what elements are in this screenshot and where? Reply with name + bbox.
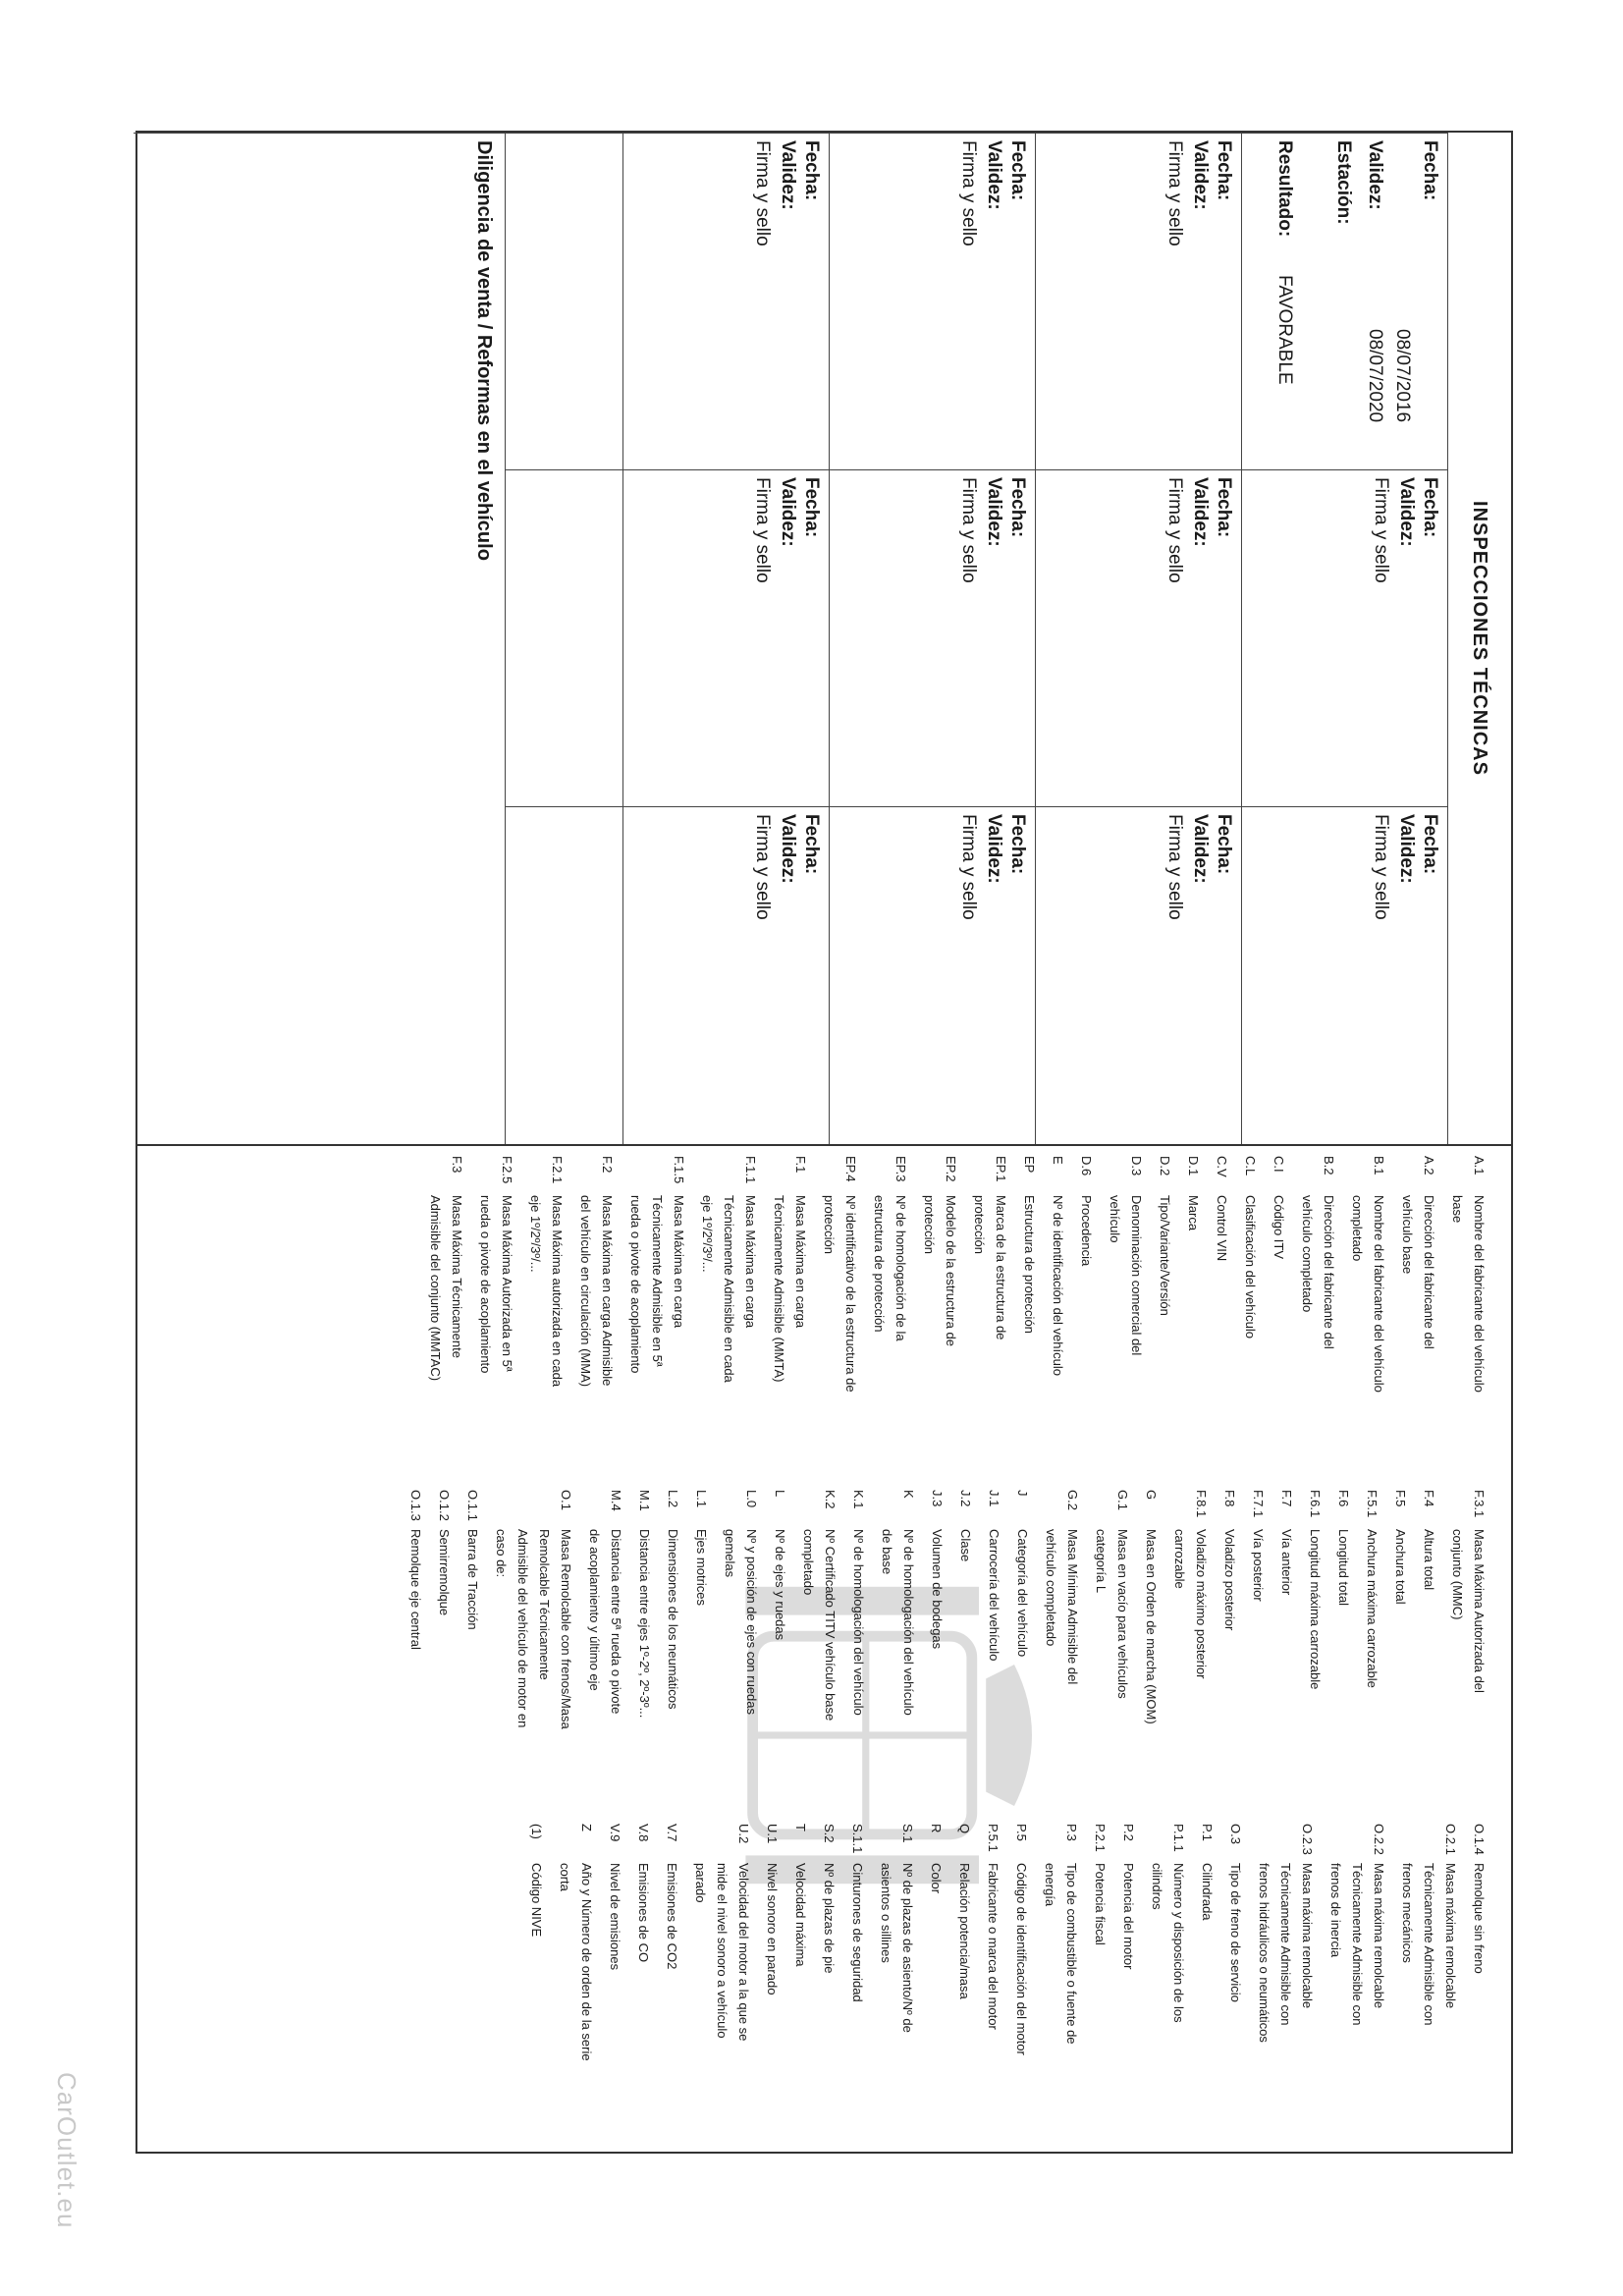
field-code: F.5.1 bbox=[1365, 1490, 1380, 1518]
field-label: Nº y posición de ejes con ruedas gemelas bbox=[723, 1529, 759, 1716]
field-code: R bbox=[929, 1824, 944, 1833]
field-code: V.7 bbox=[665, 1824, 679, 1842]
field-item bbox=[761, 1824, 783, 2063]
field-code: S.1 bbox=[900, 1824, 915, 1843]
field-item bbox=[1396, 1824, 1461, 2063]
field-code: D.3 bbox=[1129, 1156, 1144, 1176]
field-label: Masa Máxima autorizada en cada eje 1º/2º/3º/... bbox=[528, 1195, 565, 1388]
field-code: EP.3 bbox=[893, 1156, 908, 1182]
vehicle-fields-panel bbox=[137, 1146, 1511, 2154]
field-code: L bbox=[773, 1490, 787, 1498]
validez-value: 08/07/2020 bbox=[1365, 329, 1385, 423]
field-label: Longitud total bbox=[1336, 1529, 1351, 1607]
field-code: K.1 bbox=[851, 1490, 866, 1509]
field-label: Código ITV bbox=[1271, 1195, 1286, 1260]
field-code: P.5.1 bbox=[986, 1824, 1001, 1852]
field-code: J.1 bbox=[987, 1490, 1001, 1507]
field-item bbox=[926, 1490, 947, 1729]
field-label: Tipo de combustible o fuente de energía bbox=[1043, 1863, 1079, 2045]
field-item bbox=[1075, 1156, 1097, 1395]
field-label: Masa Máxima en carga Técnicamente Admisible en cada eje 1º/2º/3º/... bbox=[700, 1195, 758, 1383]
field-item bbox=[1140, 1490, 1162, 1729]
field-label: Tipo de freno de servicio bbox=[1228, 1863, 1243, 2002]
fecha-label: Fecha: bbox=[1007, 477, 1028, 538]
field-code: F.1.1 bbox=[743, 1156, 758, 1184]
fecha-label: Fecha: bbox=[1420, 477, 1440, 538]
field-code: L.2 bbox=[666, 1490, 680, 1508]
field-code: O.3 bbox=[1228, 1824, 1243, 1844]
field-label: Categoría del vehículo bbox=[1015, 1529, 1030, 1658]
resultado-label: Resultado: bbox=[1274, 140, 1295, 238]
fields-column-2 bbox=[398, 1490, 1489, 1729]
field-label: Nº de ejes y ruedas bbox=[773, 1529, 787, 1641]
fields-column-3 bbox=[518, 1824, 1489, 2063]
field-label: Masa Mínima Admisible del vehículo completado bbox=[1044, 1529, 1080, 1685]
fecha-label: Fecha: bbox=[1007, 140, 1028, 201]
field-label: Masa en vacío para vehículos categoría L bbox=[1094, 1529, 1130, 1699]
field-item bbox=[1446, 1156, 1489, 1395]
field-code: C.I bbox=[1271, 1156, 1286, 1173]
field-code: P.1.1 bbox=[1171, 1824, 1186, 1852]
fecha-label: Fecha: bbox=[801, 814, 822, 875]
field-code: O.2.3 bbox=[1300, 1824, 1315, 1855]
field-code: C.L bbox=[1243, 1156, 1258, 1176]
field-code: S.2 bbox=[822, 1824, 837, 1843]
field-label: Marca de la estructura de protección bbox=[972, 1195, 1008, 1340]
field-label: Tipo/Variante/Versión bbox=[1158, 1195, 1172, 1316]
field-label: Modelo de la estructura de protección bbox=[922, 1195, 958, 1346]
field-item bbox=[633, 1490, 655, 1729]
field-item bbox=[1418, 1490, 1439, 1729]
field-item bbox=[1361, 1490, 1382, 1729]
field-code: M.4 bbox=[609, 1490, 623, 1511]
field-label: Velocidad máxima bbox=[793, 1863, 808, 1967]
field-code: F.2.5 bbox=[500, 1156, 514, 1184]
field-label: Anchura máxima carrozable bbox=[1365, 1529, 1380, 1688]
field-code: J bbox=[1015, 1490, 1030, 1497]
resultado-value: FAVORABLE bbox=[1274, 275, 1295, 385]
field-item bbox=[474, 1156, 517, 1395]
field-code: E bbox=[1051, 1156, 1065, 1165]
field-item bbox=[1247, 1490, 1269, 1729]
field-item bbox=[624, 1156, 689, 1395]
field-label: Masa máxima remolcable Técnicamente Admisible con frenos hidráulicos o neumáticos bbox=[1257, 1863, 1315, 2043]
field-label: Emisiones de CO2 bbox=[665, 1863, 679, 1970]
field-label: Altura total bbox=[1422, 1529, 1436, 1591]
field-code: EP bbox=[1022, 1156, 1037, 1174]
field-code: O.1.1 bbox=[465, 1490, 480, 1521]
field-label: Nivel sonoro en parado bbox=[765, 1863, 780, 1995]
field-item bbox=[1196, 1824, 1217, 2063]
field-label: Masa en Orden de marcha (MOM) bbox=[1144, 1529, 1159, 1724]
field-code: G.2 bbox=[1065, 1490, 1080, 1510]
field-label: Distancia entre ejes 1º-2º, 2º-3º... bbox=[637, 1529, 652, 1719]
field-item bbox=[1011, 1490, 1033, 1729]
field-label: Masa máxima remolcable Técnicamente Admisible con frenos mecánicos bbox=[1400, 1863, 1458, 2026]
field-label: Masa Remolcable con frenos/Masa Remolcable Técnicamente Admisible del vehículo de motor en caso de: bbox=[494, 1529, 573, 1729]
field-label: Nº de identificación del vehículo bbox=[1051, 1195, 1065, 1376]
field-label: Código NIVE bbox=[529, 1863, 544, 1938]
field-code: U.2 bbox=[736, 1824, 751, 1844]
field-label: Nombre del fabricante del vehículo completado bbox=[1350, 1195, 1386, 1393]
field-item bbox=[461, 1490, 483, 1729]
field-label: Remolque eje central bbox=[408, 1529, 423, 1650]
field-label: Número y disposición de los cilindros bbox=[1150, 1863, 1186, 2023]
field-label: Ejes motrices bbox=[694, 1529, 709, 1607]
field-code: K.2 bbox=[823, 1490, 838, 1509]
field-code: F.3 bbox=[450, 1156, 464, 1174]
field-label: Relación potencia/masa bbox=[957, 1863, 972, 1999]
field-label: Distancia entre 5ª rueda o pivote de acoplamiento y último eje bbox=[587, 1529, 623, 1715]
field-item bbox=[1224, 1824, 1246, 2063]
diligencia-heading: Diligencia de venta / Reformas en el vehículo bbox=[473, 140, 495, 561]
fecha-label: Fecha: bbox=[1214, 814, 1234, 875]
inspecciones-title: INSPECCIONES TÉCNICAS bbox=[1469, 501, 1490, 776]
field-label: Potencia del motor bbox=[1121, 1863, 1136, 1970]
field-label: Nº identificativo de la estructura de protección bbox=[822, 1195, 858, 1393]
field-code: F.2 bbox=[600, 1156, 615, 1174]
field-item bbox=[524, 1156, 568, 1395]
field-item bbox=[433, 1490, 455, 1729]
field-label: Dirección del fabricante del vehículo base bbox=[1400, 1195, 1436, 1349]
field-code: G bbox=[1144, 1490, 1159, 1501]
field-code: F.1.5 bbox=[672, 1156, 686, 1184]
field-code: T bbox=[793, 1824, 808, 1831]
field-item bbox=[1468, 1824, 1489, 2063]
field-code: J.2 bbox=[958, 1490, 973, 1507]
field-code: L.0 bbox=[744, 1490, 759, 1508]
field-item bbox=[554, 1824, 597, 2063]
field-label: Color bbox=[929, 1863, 944, 1894]
firma-label: Firma y sello bbox=[752, 477, 773, 583]
field-label: Clasificación del vehículo bbox=[1243, 1195, 1258, 1339]
field-code: U.1 bbox=[765, 1824, 780, 1844]
field-item bbox=[405, 1490, 426, 1729]
field-label: Masa Máxima en carga Técnicamente Admisible (MMTA) bbox=[772, 1195, 808, 1383]
field-code: O.1.2 bbox=[437, 1490, 452, 1521]
field-code: F.8.1 bbox=[1194, 1490, 1209, 1518]
field-item bbox=[953, 1824, 975, 2063]
field-code: Z bbox=[579, 1824, 594, 1831]
validez-label: Validez: bbox=[1365, 140, 1385, 210]
field-item bbox=[1218, 1490, 1240, 1729]
validez-label: Validez: bbox=[1190, 477, 1211, 547]
field-item bbox=[583, 1490, 626, 1729]
fecha-label: Fecha: bbox=[1420, 140, 1440, 201]
field-label: Marca bbox=[1186, 1195, 1201, 1231]
field-label: Nº de plazas de pie bbox=[822, 1863, 837, 1974]
firma-label: Firma y sello bbox=[752, 814, 773, 920]
field-code: S.1.1 bbox=[850, 1824, 865, 1854]
field-item bbox=[868, 1156, 911, 1395]
field-code: F.6.1 bbox=[1308, 1490, 1323, 1518]
field-item bbox=[689, 1824, 754, 2063]
firma-label: Firma y sello bbox=[958, 140, 979, 246]
field-item bbox=[1090, 1490, 1133, 1729]
field-item bbox=[769, 1490, 790, 1729]
field-code: F.5 bbox=[1393, 1490, 1408, 1507]
field-item bbox=[983, 1490, 1004, 1729]
firma-label: Firma y sello bbox=[1164, 140, 1185, 246]
field-item bbox=[797, 1490, 840, 1729]
field-item bbox=[662, 1490, 683, 1729]
field-code: D.2 bbox=[1158, 1156, 1172, 1176]
field-code: P.5 bbox=[1014, 1824, 1029, 1841]
field-code: A.2 bbox=[1422, 1156, 1436, 1175]
field-item bbox=[954, 1490, 976, 1729]
field-label: Nombre del fabricante del vehículo base bbox=[1450, 1195, 1487, 1393]
fecha-label: Fecha: bbox=[1214, 477, 1234, 538]
field-item bbox=[968, 1156, 1011, 1395]
field-label: Denominación comercial del vehículo bbox=[1108, 1195, 1144, 1356]
field-code: P.1 bbox=[1200, 1824, 1215, 1841]
firma-label: Firma y sello bbox=[1371, 814, 1391, 920]
validez-label: Validez: bbox=[778, 814, 798, 884]
field-item bbox=[847, 1490, 869, 1729]
field-label: Año y Número de orden de la serie corta bbox=[558, 1863, 594, 2061]
field-code: K bbox=[901, 1490, 916, 1499]
field-item bbox=[789, 1824, 811, 2063]
field-code: P.2.1 bbox=[1093, 1824, 1108, 1852]
field-label: Masa Máxima Autorizada en 5ª rueda o pivote de acoplamiento bbox=[478, 1195, 514, 1374]
field-item bbox=[1325, 1824, 1389, 2063]
field-code: Q bbox=[957, 1824, 972, 1834]
field-item bbox=[1253, 1824, 1318, 2063]
field-item bbox=[1039, 1824, 1082, 2063]
field-label: Vía posterior bbox=[1251, 1529, 1266, 1602]
firma-label: Firma y sello bbox=[1164, 477, 1185, 583]
firma-label: Firma y sello bbox=[1371, 477, 1391, 583]
field-item bbox=[1296, 1156, 1339, 1395]
field-code: G.1 bbox=[1115, 1490, 1130, 1510]
fields-column-1 bbox=[417, 1156, 1489, 1395]
field-item bbox=[1268, 1156, 1289, 1395]
field-label: Voladizo máximo posterior carrozable bbox=[1172, 1529, 1209, 1679]
field-label: Vía anterior bbox=[1279, 1529, 1294, 1596]
field-code: F.4 bbox=[1422, 1490, 1436, 1507]
field-code: F.6 bbox=[1336, 1490, 1351, 1507]
field-item bbox=[661, 1824, 682, 2063]
field-code: EP.1 bbox=[994, 1156, 1008, 1182]
field-code: B.1 bbox=[1372, 1156, 1386, 1175]
field-code: A.1 bbox=[1472, 1156, 1487, 1175]
fecha-label: Fecha: bbox=[801, 140, 822, 201]
field-code: EP.2 bbox=[944, 1156, 958, 1182]
field-item bbox=[818, 1824, 839, 2063]
field-item bbox=[1010, 1824, 1032, 2063]
field-label: Código de identificación del motor bbox=[1014, 1863, 1029, 2055]
field-item bbox=[768, 1156, 811, 1395]
field-code: P.2 bbox=[1121, 1824, 1136, 1841]
field-item bbox=[1089, 1824, 1110, 2063]
field-label: Velocidad del motor a la que se mide el nivel sonoro a vehículo parado bbox=[693, 1863, 751, 2042]
field-code: F.8 bbox=[1222, 1490, 1237, 1507]
firma-label: Firma y sello bbox=[958, 814, 979, 920]
field-label: Nº Certificado TITV vehículo base completado bbox=[801, 1529, 838, 1722]
field-item bbox=[876, 1490, 919, 1729]
field-item bbox=[1154, 1156, 1175, 1395]
field-item bbox=[918, 1156, 961, 1395]
field-code: O.2.2 bbox=[1372, 1824, 1386, 1855]
field-label: Dirección del fabricante del vehículo completado bbox=[1300, 1195, 1336, 1349]
field-item bbox=[925, 1824, 947, 2063]
field-item bbox=[525, 1824, 547, 2063]
caroutlet-watermark: CarOutlet.eu bbox=[52, 2072, 81, 2229]
field-code: (1) bbox=[529, 1824, 544, 1839]
field-item bbox=[1239, 1156, 1261, 1395]
field-item bbox=[1146, 1824, 1189, 2063]
field-item bbox=[1389, 1490, 1411, 1729]
field-item bbox=[1332, 1490, 1354, 1729]
field-code: P.3 bbox=[1064, 1824, 1079, 1841]
field-label: Clase bbox=[958, 1529, 973, 1562]
field-item bbox=[875, 1824, 918, 2063]
field-code: O.1 bbox=[559, 1490, 573, 1510]
fecha-value: 08/07/2016 bbox=[1392, 329, 1413, 423]
field-item bbox=[846, 1824, 868, 2063]
field-label: Fabricante o marca del motor bbox=[986, 1863, 1001, 2030]
field-code: O.1.4 bbox=[1472, 1824, 1487, 1855]
field-item bbox=[690, 1490, 712, 1729]
field-label: Semirremolque bbox=[437, 1529, 452, 1616]
field-item bbox=[1018, 1156, 1040, 1395]
field-item bbox=[1040, 1490, 1083, 1729]
field-item bbox=[1275, 1490, 1297, 1729]
field-label: Procedencia bbox=[1079, 1195, 1094, 1267]
firma-label: Firma y sello bbox=[958, 477, 979, 583]
field-label: Control VIN bbox=[1215, 1195, 1229, 1262]
field-code: D.1 bbox=[1186, 1156, 1201, 1176]
field-label: Potencia fiscal bbox=[1093, 1863, 1108, 1945]
field-item bbox=[490, 1490, 576, 1729]
field-label: Nº de homologación de la estructura de protección bbox=[872, 1195, 908, 1341]
field-label: Volumen de bodegas bbox=[930, 1529, 945, 1650]
field-code: V.9 bbox=[608, 1824, 622, 1842]
field-code: M.1 bbox=[637, 1490, 652, 1511]
field-label: Carrocería del vehículo bbox=[987, 1529, 1001, 1662]
field-item bbox=[632, 1824, 654, 2063]
field-label: Barra de Tracción bbox=[465, 1529, 480, 1630]
field-code: J.3 bbox=[930, 1490, 945, 1507]
field-label: Masa Máxima en carga Técnicamente Admisible en 5ª rueda o pivote de acoplamiento bbox=[628, 1195, 686, 1374]
field-label: Nivel de emisiones bbox=[608, 1863, 622, 1971]
field-label: Cilindrada bbox=[1200, 1863, 1215, 1921]
field-code: C.V bbox=[1215, 1156, 1229, 1177]
field-code: F.3.1 bbox=[1472, 1490, 1487, 1518]
field-item bbox=[1304, 1490, 1325, 1729]
field-item bbox=[1168, 1490, 1212, 1729]
field-item bbox=[1047, 1156, 1068, 1395]
validez-label: Validez: bbox=[984, 477, 1004, 547]
field-label: Nº de plazas de asiento/Nº de asientos o sillines bbox=[879, 1863, 915, 2033]
field-label: Nº de homologación del vehículo bbox=[851, 1529, 866, 1716]
field-label: Masa Máxima en carga Admisible del vehículo en circulación (MMA) bbox=[578, 1195, 615, 1388]
field-label: Dimensiones de los neumáticos bbox=[666, 1529, 680, 1710]
field-label: Masa máxima remolcable Técnicamente Admisible con frenos de inercia bbox=[1328, 1863, 1386, 2026]
field-label: Voladizo posterior bbox=[1222, 1529, 1237, 1631]
field-code: D.6 bbox=[1079, 1156, 1094, 1176]
field-label: Longitud máxima carrozable bbox=[1308, 1529, 1323, 1690]
field-item bbox=[424, 1156, 467, 1395]
validez-label: Validez: bbox=[1190, 814, 1211, 884]
validez-label: Validez: bbox=[984, 814, 1004, 884]
field-code: O.2.1 bbox=[1443, 1824, 1458, 1855]
field-label: Masa Máxima Autorizada del conjunto (MMC) bbox=[1450, 1529, 1487, 1693]
validez-label: Validez: bbox=[778, 477, 798, 547]
field-item bbox=[1211, 1156, 1232, 1395]
field-item bbox=[719, 1490, 762, 1729]
field-code: F.7 bbox=[1279, 1490, 1294, 1507]
field-item bbox=[604, 1824, 625, 2063]
validez-label: Validez: bbox=[1396, 814, 1417, 884]
firma-label: Firma y sello bbox=[1164, 814, 1185, 920]
firma-label: Firma y sello bbox=[752, 140, 773, 246]
field-label: Anchura total bbox=[1393, 1529, 1408, 1605]
field-code: B.2 bbox=[1322, 1156, 1336, 1175]
field-item bbox=[1346, 1156, 1389, 1395]
field-item bbox=[696, 1156, 761, 1395]
field-item bbox=[982, 1824, 1003, 2063]
field-item bbox=[1117, 1824, 1139, 2063]
field-code: L.1 bbox=[694, 1490, 709, 1508]
validez-label: Validez: bbox=[778, 140, 798, 210]
field-code: F.1 bbox=[793, 1156, 808, 1174]
validez-label: Validez: bbox=[1396, 477, 1417, 547]
field-item bbox=[574, 1156, 618, 1395]
field-label: Remolque sin freno bbox=[1472, 1863, 1487, 1974]
inspecciones-panel bbox=[137, 133, 1511, 1146]
estacion-label: Estación: bbox=[1333, 140, 1354, 225]
fecha-label: Fecha: bbox=[1214, 140, 1234, 201]
field-item bbox=[1396, 1156, 1439, 1395]
field-item bbox=[818, 1156, 861, 1395]
fecha-label: Fecha: bbox=[801, 477, 822, 538]
field-label: Cinturones de seguridad bbox=[850, 1863, 865, 2002]
field-label: Masa Máxima Técnicamente Admisible del conjunto (MMTAC) bbox=[428, 1195, 464, 1382]
validez-label: Validez: bbox=[1190, 140, 1211, 210]
field-item bbox=[1182, 1156, 1204, 1395]
field-code: F.7.1 bbox=[1251, 1490, 1266, 1518]
field-item bbox=[1104, 1156, 1147, 1395]
field-item bbox=[1446, 1490, 1489, 1729]
field-label: Nº de homologación del vehículo de base bbox=[880, 1529, 916, 1716]
field-code: F.2.1 bbox=[550, 1156, 565, 1184]
field-code: EP.4 bbox=[843, 1156, 858, 1182]
field-code: V.8 bbox=[636, 1824, 651, 1842]
validez-label: Validez: bbox=[984, 140, 1004, 210]
field-code: O.1.3 bbox=[408, 1490, 423, 1521]
document-frame bbox=[135, 131, 1513, 2154]
fecha-label: Fecha: bbox=[1420, 814, 1440, 875]
field-label: Emisiones de CO bbox=[636, 1863, 651, 1963]
fecha-label: Fecha: bbox=[1007, 814, 1028, 875]
field-label: Estructura de protección bbox=[1022, 1195, 1037, 1334]
